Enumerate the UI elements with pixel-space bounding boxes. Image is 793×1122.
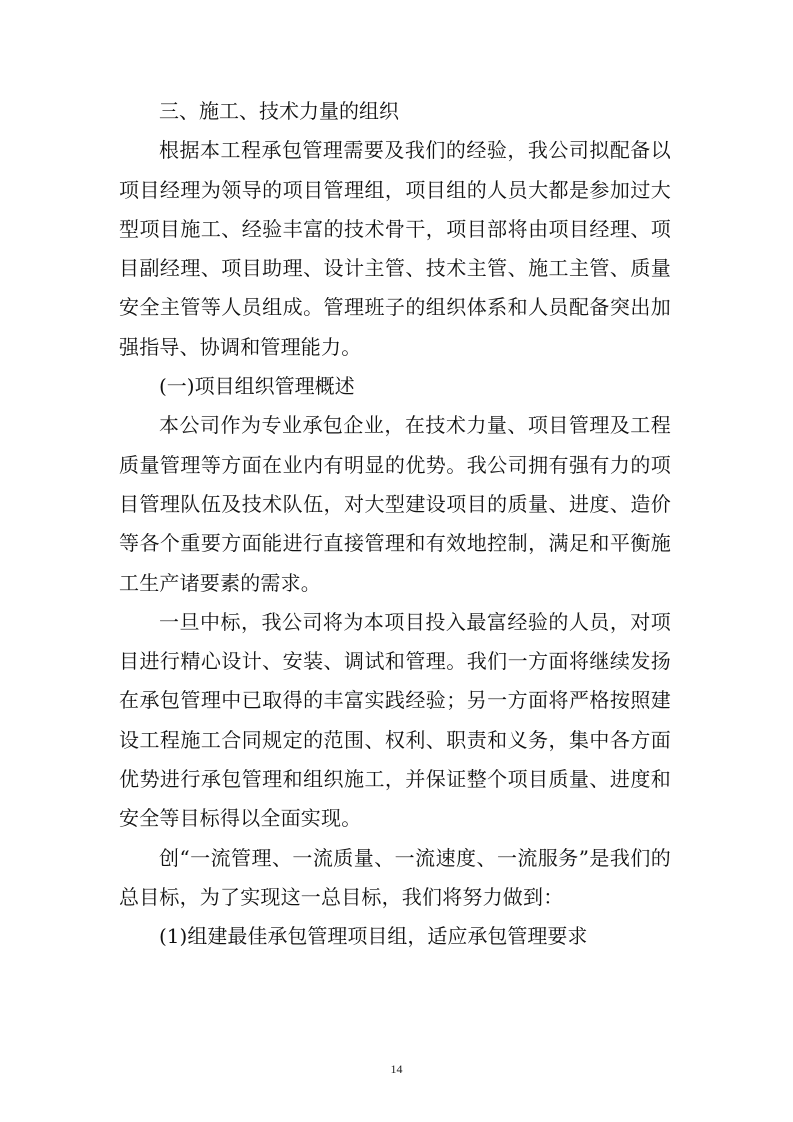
paragraph: 本公司作为专业承包企业，在技术力量、项目管理及工程质量管理等方面在业内有明显的优势。我公司拥有强有力的项目管理队伍及技术队伍，对大型建设项目的质量、进度、造价等各个重要方面能进行直接管理和有效地控制，满足和平衡施工生产诸要素的需求。 (119, 413, 671, 595)
paragraph: 一旦中标，我公司将为本项目投入最富经验的人员，对项目进行精心设计、安装、调试和管理。我们一方面将继续发扬在承包管理中已取得的丰富实践经验；另一方面将严格按照建设工程施工合同规定的范围、权利、职责和义务，集中各方面优势进行承包管理和组织施工，并保证整个项目质量、进度和安全等目标得以全面实现。 (119, 609, 671, 831)
page-content (119, 92, 671, 957)
paragraph: 创“一流管理、一流质量、一流速度、一流服务”是我们的总目标，为了实现这一总目标，我们将努力做到： (119, 845, 671, 909)
list-item: (1)组建最佳承包管理项目组，适应承包管理要求 (159, 924, 588, 949)
subheading: (一)项目组织管理概述 (159, 374, 355, 399)
section-heading: 三、施工、技术力量的组织 (159, 99, 399, 123)
page-number: 14 (390, 1062, 403, 1076)
paragraph: 根据本工程承包管理需要及我们的经验，我公司拟配备以项目经理为领导的项目管理组，项目组的人员大都是参加过大型项目施工、经验丰富的技术骨干，项目部将由项目经理、项目副经理、项目助理、设计主管、技术主管、施工主管、质量安全主管等人员组成。管理班子的组织体系和人员配备突出加强指导、协调和管理能力。 (119, 138, 671, 359)
